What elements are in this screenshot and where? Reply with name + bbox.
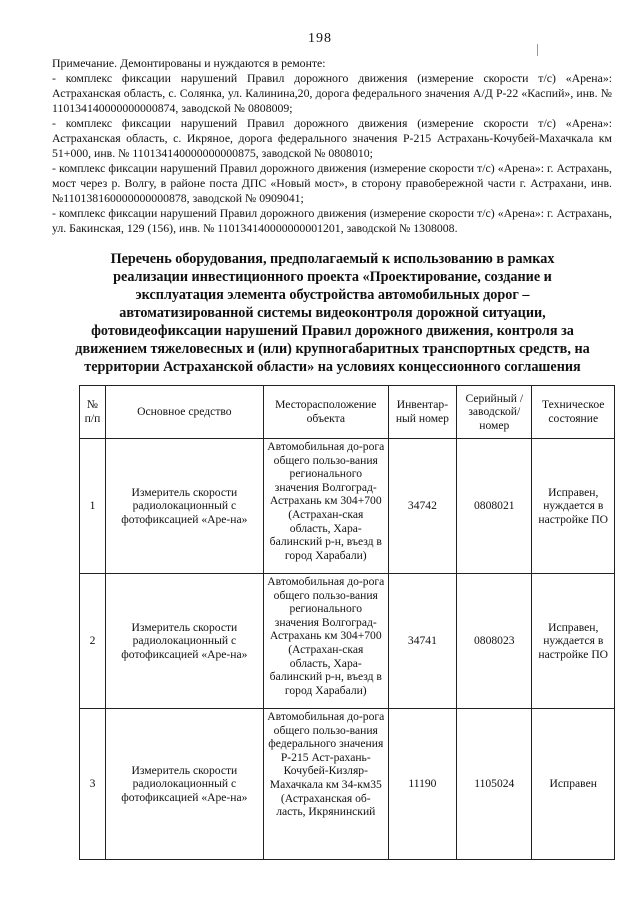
cell-serial: 1105024 (457, 709, 532, 860)
cell-serial: 0808021 (457, 439, 532, 574)
header-status: Техническое состояние (532, 386, 615, 439)
document-title (60, 250, 605, 376)
table-header-row (80, 386, 615, 439)
title-line: автоматизированной системы видеоконтроля дорожной ситуации, (119, 305, 546, 321)
table-row (80, 709, 615, 860)
cell-asset: Измеритель скорости радиолокационный с фотофиксацией «Аре-на» (105, 439, 263, 574)
header-serial: Серийный /заводской/ номер (457, 386, 532, 439)
title-line: реализации инвестиционного проекта «Проектирование, создание и (113, 269, 552, 285)
title-line: Перечень оборудования, предполагаемый к использованию в рамках (110, 251, 555, 267)
cell-status: Исправен, нуждается в настройке ПО (532, 439, 615, 574)
cell-location: Автомобильная до-рога общего пользо-вания регионального значения Волгоград-Астрахань км 304+700 (Астрахан-ская область, Хара-балинский р-н, въезд в город Харабали) (263, 439, 388, 574)
cell-location: Автомобильная до-рога общего пользо-вания регионального значения Волгоград-Астрахань км 304+700 (Астрахан-ская область, Хара-балинский р-н, въезд в город Харабали) (263, 574, 388, 709)
note-block (52, 56, 612, 236)
page-number: 198 (308, 31, 332, 46)
cell-inventory: 11190 (388, 709, 456, 860)
cell-number: 2 (80, 574, 106, 709)
cell-serial: 0808023 (457, 574, 532, 709)
header-number: № п/п (80, 386, 106, 439)
note-item: - комплекс фиксации нарушений Правил дорожного движения (измерение скорости т/с) «Арена»: г. Астрахань, мост через р. Волгу, в районе поста ДПС «Новый мост», в сторону правобережной части г. Астрахани, инв. №110138160000000000878, заводской № 0909041; (52, 161, 612, 205)
note-heading: Примечание. Демонтированы и нуждаются в ремонте: (52, 56, 326, 70)
cell-status: Исправен (532, 709, 615, 860)
cell-status: Исправен, нуждается в настройке ПО (532, 574, 615, 709)
header-inventory: Инвентар-ный номер (388, 386, 456, 439)
title-line: фотовидеофиксации нарушений Правил дорожного движения, контроля за (91, 323, 574, 339)
cell-location: Автомобильная до-рога общего пользо-вания федерального значения Р-215 Аст-рахань-Кочубей-Кизляр-Махачкала км 34-км35 (Астраханская об-ласть, Икрянинский (263, 709, 388, 860)
cell-inventory: 34742 (388, 439, 456, 574)
header-asset: Основное средство (105, 386, 263, 439)
cell-inventory: 34741 (388, 574, 456, 709)
header-location: Месторасположение объекта (263, 386, 388, 439)
table-row (80, 439, 615, 574)
title-line: территории Астраханской области» на условиях концессионного соглашения (84, 359, 581, 375)
equipment-table (79, 385, 615, 860)
note-item: - комплекс фиксации нарушений Правил дорожного движения (измерение скорости т/с) «Арена»: Астраханская область, с. Солянка, ул. Калинина,20, дорога федерального значения А/Д Р-22 «Каспий», инв. № 110134140000000000874, заводской № 0808009; (52, 71, 612, 115)
cell-number: 1 (80, 439, 106, 574)
title-line: эксплуатация элемента обустройства автомобильных дорог – (135, 287, 530, 303)
title-line: движением тяжеловесных и (или) крупногабаритных транспортных средств, на (75, 341, 590, 357)
cell-asset: Измеритель скорости радиолокационный с фотофиксацией «Аре-на» (105, 709, 263, 860)
cell-asset: Измеритель скорости радиолокационный с фотофиксацией «Аре-на» (105, 574, 263, 709)
note-item: - комплекс фиксации нарушений Правил дорожного движения (измерение скорости т/с) «Арена»: Астраханская область, с. Икряное, дорога федерального значения Р-215 Астрахань-Кочубей-Махачкала км 51+000, инв. № 110134140000000000875, заводской № 0808010; (52, 116, 612, 160)
table-row (80, 574, 615, 709)
cell-number: 3 (80, 709, 106, 860)
note-item: - комплекс фиксации нарушений Правил дорожного движения (измерение скорости т/с) «Арена»: г. Астрахань, ул. Бакинская, 129 (156), инв. № 110134140000000001201, заводской № 1308008. (52, 206, 612, 235)
